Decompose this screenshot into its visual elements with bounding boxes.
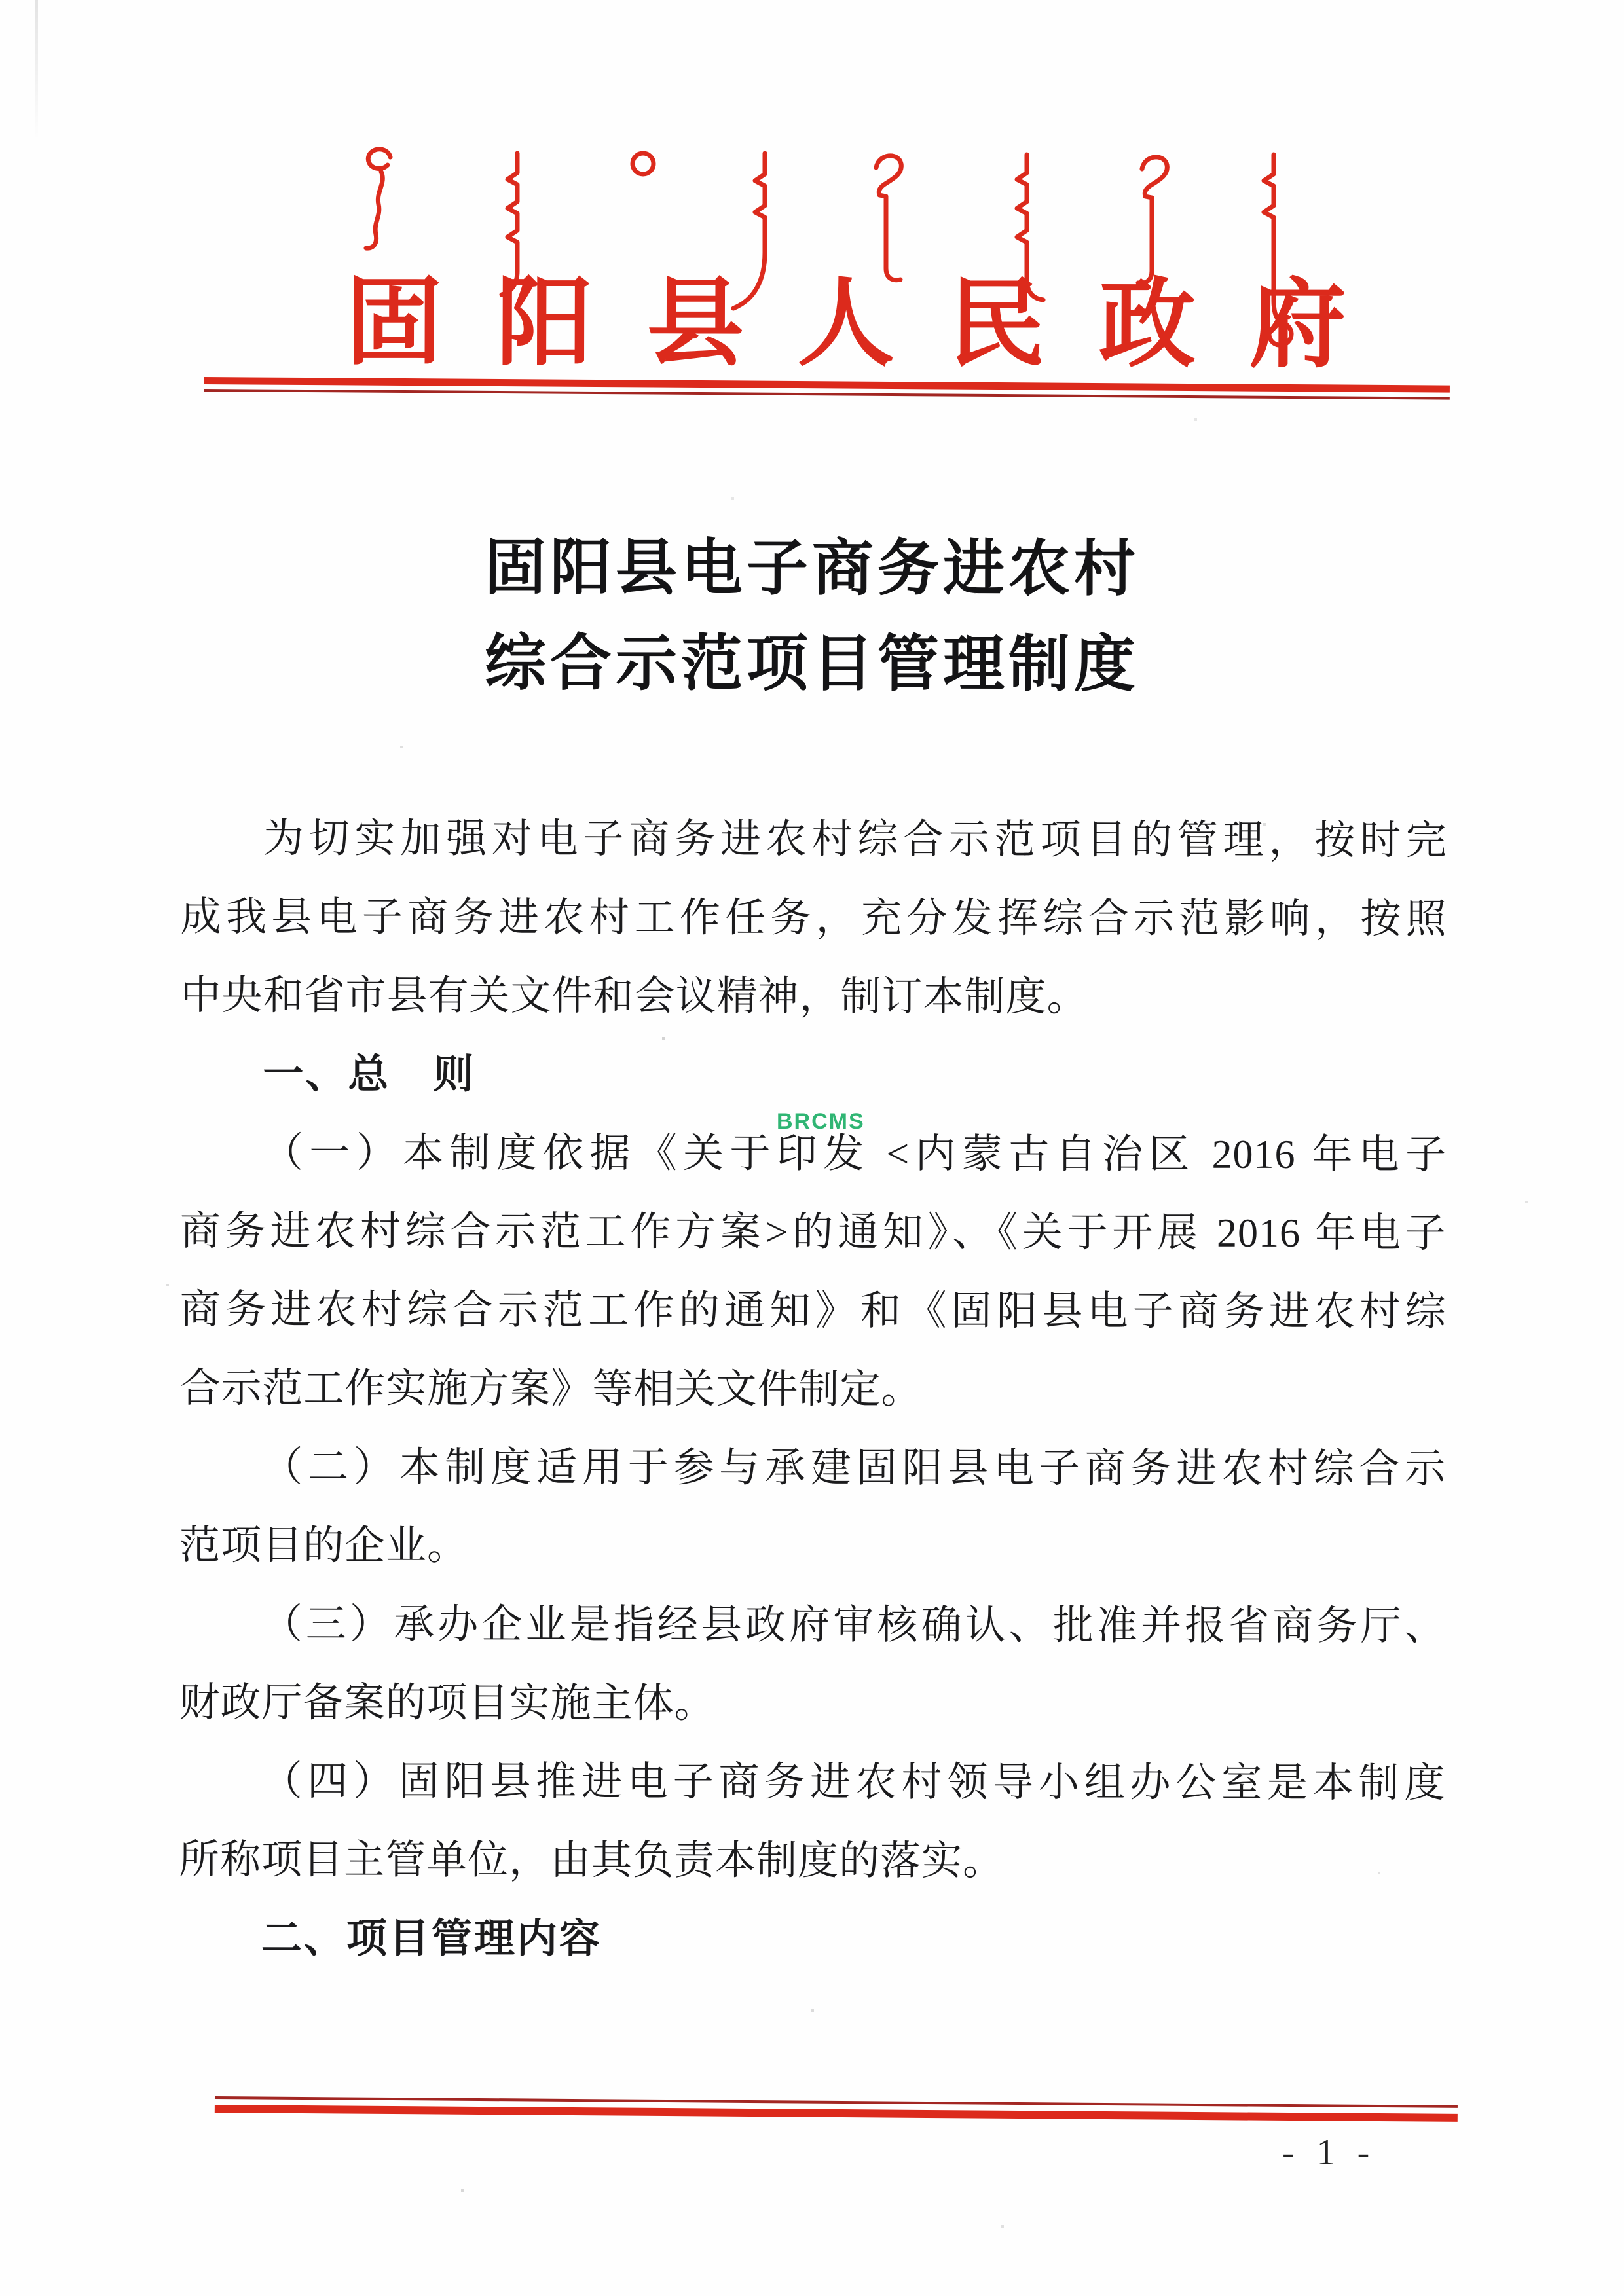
government-name: 固阳县人民政府 <box>345 270 1401 380</box>
brcms-watermark: BRCMS <box>777 1109 865 1134</box>
body-heading-line: 一、总 则 <box>263 1052 476 1097</box>
body-text-line: （四）固阳县推进电子商务进农村领导小组办公室是本制度 <box>261 1759 1446 1806</box>
body-text-line: （二）本制度适用于参与承建固阳县电子商务进农村综合示 <box>262 1445 1447 1492</box>
body-text-line: 合示范工作实施方案》等相关文件制定。 <box>179 1366 923 1412</box>
scan-edge-streak <box>35 0 38 141</box>
body-text-line: 成我县电子商务进农村工作任务，充分发挥综合示范影响，按照 <box>180 894 1447 942</box>
document-title-line1: 固阳县电子商务进农村 <box>484 534 1140 604</box>
body-text-line: 商务进农村综合示范工作的通知》和《固阳县电子商务进农村综 <box>179 1287 1447 1335</box>
body-text-line: 所称项目主管单位，由其负责本制度的落实。 <box>179 1837 1005 1884</box>
scan-noise-speckles <box>0 0 1 1</box>
body-text-line: 范项目的企业。 <box>179 1523 469 1569</box>
document-body <box>179 799 1447 1980</box>
body-heading-line: 二、项目管理内容 <box>261 1916 602 1962</box>
body-text-line: （三）承办企业是指经县政府审核确认、批准并报省商务厅、 <box>261 1602 1446 1649</box>
document-title-line2: 综合示范项目管理制度 <box>484 629 1140 700</box>
body-text-line: （一）本制度依据《关于印发 <内蒙古自治区 2016 年电子 <box>262 1131 1447 1178</box>
body-text-line: 中央和省市县有关文件和会议精神，制订本制度。 <box>180 973 1088 1020</box>
body-text-line: 为切实加强对电子商务进农村综合示范项目的管理，按时完 <box>263 816 1447 864</box>
footer-rule <box>215 2096 1458 2122</box>
footer-rule-thick-line <box>215 2105 1458 2122</box>
header-rule <box>204 377 1450 400</box>
body-text-line: 财政厅备案的项目实施主体。 <box>179 1680 716 1726</box>
body-text-line: 商务进农村综合示范工作方案>的通知》、《关于开展 2016 年电子 <box>179 1209 1447 1256</box>
page-number: - 1 - <box>1282 2132 1376 2173</box>
